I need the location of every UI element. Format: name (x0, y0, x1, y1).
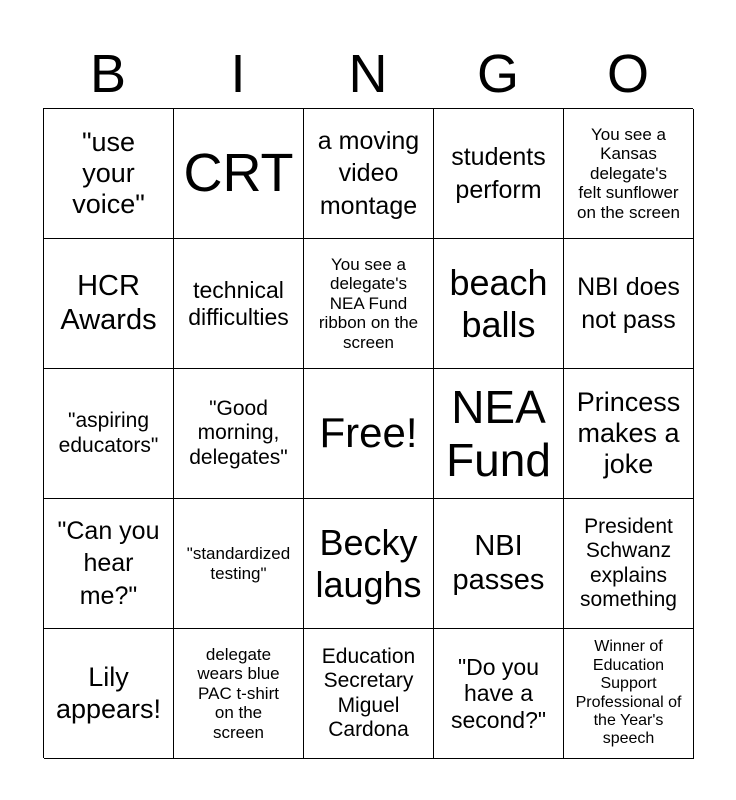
bingo-cell-r1c1[interactable] (44, 109, 174, 239)
cell-text: Becky laughs (315, 522, 422, 605)
bingo-cell-r4c1[interactable] (44, 499, 174, 629)
bingo-cell-r3c4[interactable] (434, 369, 564, 499)
cell-text: "Good morning, delegates" (189, 397, 288, 469)
header-letter-g: G (476, 44, 519, 104)
bingo-cell-r4c2[interactable] (174, 499, 304, 629)
bingo-cell-r2c1[interactable] (44, 239, 174, 369)
cell-text: "aspiring educators" (58, 409, 159, 457)
bingo-cell-r5c2[interactable] (174, 629, 304, 759)
bingo-cell-r2c2[interactable] (174, 239, 304, 369)
bingo-cell-r3c5[interactable] (564, 369, 694, 499)
cell-text: Education Secretary Miguel Cardona (321, 645, 416, 741)
cell-text: You see a delegate's NEA Fund ribbon on the screen (318, 254, 419, 352)
cell-text: "standardized testing" (186, 543, 291, 583)
cell-text: beach balls (449, 262, 548, 345)
bingo-cell-r4c3[interactable] (304, 499, 434, 629)
cell-text: Princess makes a joke (576, 386, 681, 480)
cell-text: NEA Fund (446, 380, 551, 486)
cell-text: Winner of Education Support Professional of the Year's speech (575, 638, 682, 748)
cell-text: delegate wears blue PAC t-shirt on the screen (197, 644, 280, 742)
cell-text: "Can you hear me?" (57, 516, 160, 610)
header-letter-n: N (348, 44, 388, 104)
bingo-cell-r1c2[interactable] (174, 109, 304, 239)
bingo-cell-r1c5[interactable] (564, 109, 694, 239)
bingo-cell-r2c5[interactable] (564, 239, 694, 369)
bingo-cell-r2c3[interactable] (304, 239, 434, 369)
cell-text: President Schwanz explains something (580, 515, 677, 611)
cell-text: CRT (183, 143, 294, 204)
bingo-cell-r5c5[interactable] (564, 629, 694, 759)
bingo-cell-r1c4[interactable] (434, 109, 564, 239)
bingo-grid (43, 108, 693, 758)
header-letter-o: O (606, 44, 649, 104)
cell-text: "use your voice" (72, 126, 145, 220)
cell-text: NBI does not pass (577, 273, 680, 334)
header-letter-i: I (230, 44, 246, 104)
cell-text: You see a Kansas delegate's felt sunflower on the screen (576, 124, 680, 222)
cell-text: a moving video montage (317, 126, 420, 220)
cell-text: Free! (319, 409, 418, 457)
bingo-cell-r3c1[interactable] (44, 369, 174, 499)
bingo-cell-r3c3[interactable] (304, 369, 434, 499)
bingo-cell-r3c2[interactable] (174, 369, 304, 499)
bingo-cell-r4c4[interactable] (434, 499, 564, 629)
cell-text: technical difficulties (188, 277, 289, 330)
cell-text: Lily appears! (55, 662, 162, 724)
bingo-cell-r2c4[interactable] (434, 239, 564, 369)
bingo-cell-r5c4[interactable] (434, 629, 564, 759)
cell-text: NBI passes (452, 530, 545, 596)
bingo-cell-r4c5[interactable] (564, 499, 694, 629)
header-letter-b: B (89, 44, 127, 104)
cell-text: HCR Awards (60, 270, 157, 336)
bingo-cell-r1c3[interactable] (304, 109, 434, 239)
bingo-cell-r5c3[interactable] (304, 629, 434, 759)
cell-text: students perform (451, 143, 546, 204)
bingo-header (43, 40, 693, 108)
bingo-cell-r5c1[interactable] (44, 629, 174, 759)
cell-text: "Do you have a second?" (450, 653, 547, 733)
